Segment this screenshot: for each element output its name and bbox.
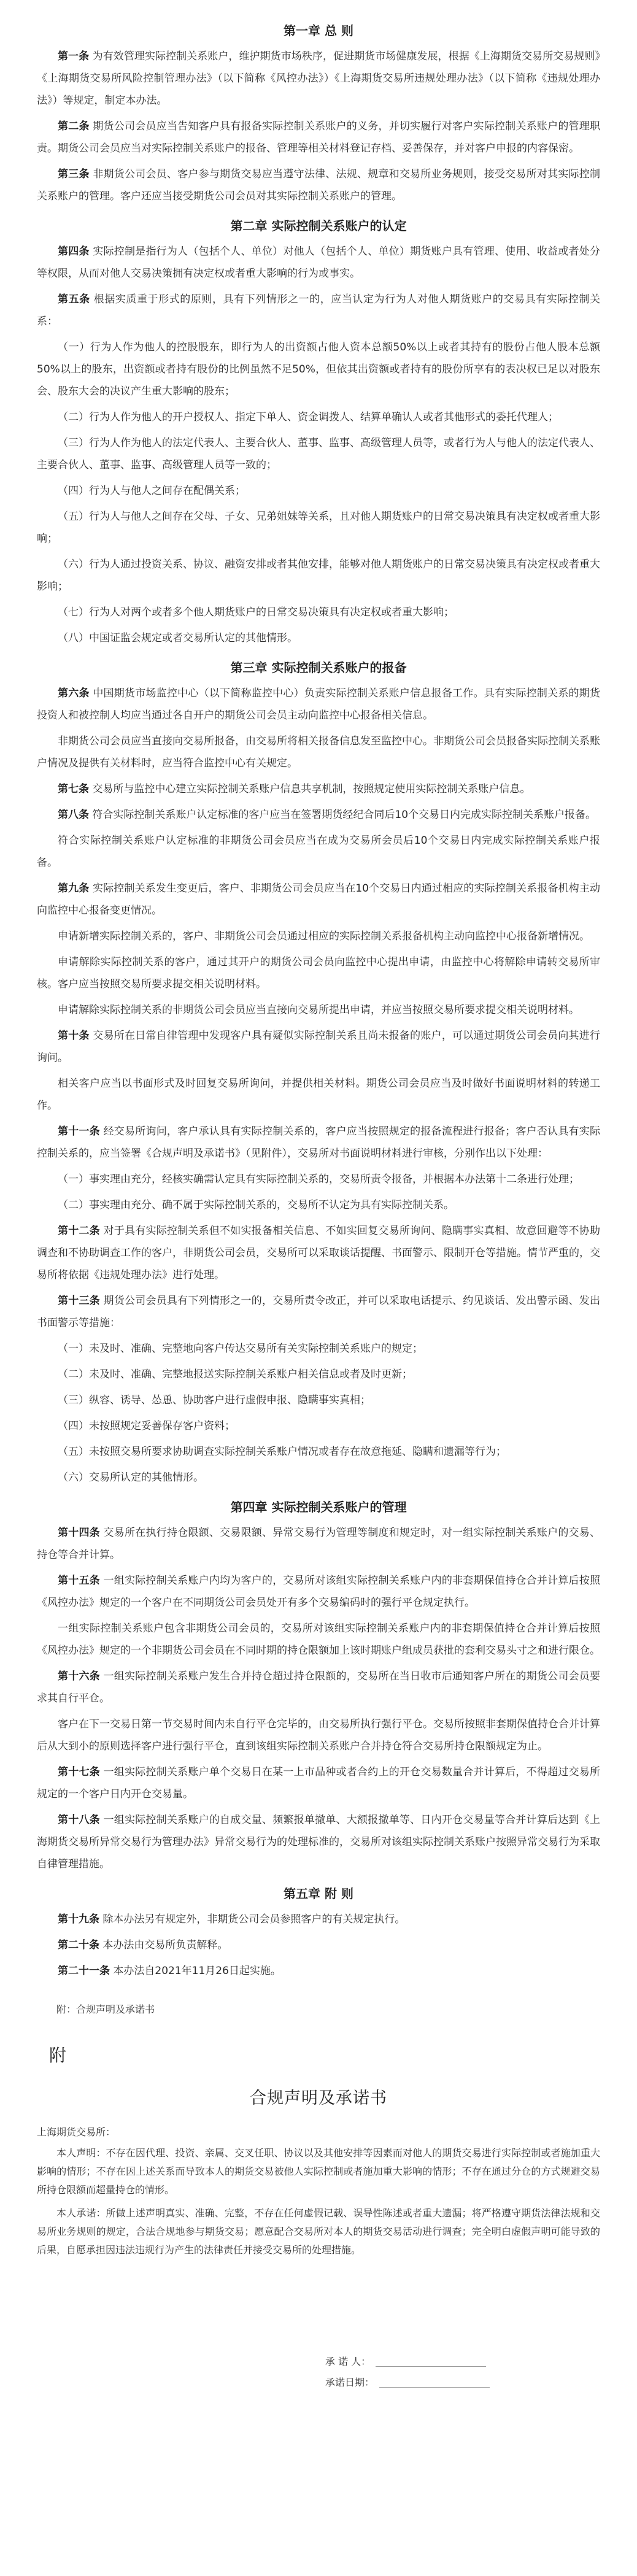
list-item <box>37 480 600 502</box>
article-text: 交易所在日常自律管理中发现客户具有疑似实际控制关系且尚未报备的账户，可以通过期货公司会员向其进行询问。 <box>37 1030 601 1064</box>
article-paragraph <box>37 730 600 774</box>
article-paragraph <box>37 1713 600 1757</box>
item-text: （一）事实理由充分，经核实确需认定具有实际控制关系的，交易所责令报备，并根据本办法第十二条进行处理； <box>58 1173 579 1186</box>
list-item <box>37 1441 600 1463</box>
article-text: 期货公司会员应当告知客户具有报备实际控制关系账户的义务，并切实履行对客户实际控制关系账户的管理职责。期货公司会员应当对实际控制关系账户的报备、管理等相关材料登记存档、妥善保存，并对客户申报的内容保密。 <box>37 120 601 155</box>
article-paragraph <box>37 999 600 1021</box>
article-text: 除本办法另有规定外，非期货公司会员参照客户的有关规定执行。 <box>99 1913 406 1926</box>
signature-block <box>37 2351 600 2393</box>
article-text: 本办法自2021年11月26日起实施。 <box>110 1965 281 1977</box>
article-text: 客户在下一交易日第一节交易时间内未自行平仓完毕的，由交易所执行强行平仓。交易所按照非套期保值持仓合并计算后从大到小的原则选择客户进行强行平仓，直到该组实际控制关系账户合并持仓符合交易所持仓限额规定为止。 <box>37 1718 600 1753</box>
list-item <box>37 1363 600 1386</box>
article-number: 第三条 <box>58 168 90 180</box>
article-paragraph <box>37 1809 600 1875</box>
article-paragraph <box>37 288 600 333</box>
article-text: 一组实际控制关系账户单个交易日在某一上市品种或者合约上的开仓交易数量合并计算后，不得超过交易所规定的一个客户日内开仓交易量。 <box>37 1766 601 1800</box>
declaration-paragraph: 本人承诺：所做上述声明真实、准确、完整，不存在任何虚假记载、误导性陈述或者重大遗漏；将严格遵守期货法律法规和交易所业务规则的规定，合法合规地参与期货交易；愿意配合交易所对本人的期货交易活动进行调查；完全明白虚假声明可能导致的后果，自愿承担因违法违规行为产生的法律责任并接受交易所的处理措施。 <box>37 2207 600 2256</box>
list-item <box>37 406 600 428</box>
item-text: （六）交易所认定的其他情形。 <box>58 1471 204 1484</box>
article-paragraph <box>37 1665 600 1710</box>
article-text: 期货公司会员具有下列情形之一的，交易所责令改正，并可以采取电话提示、约见谈话、发出警示函、发出书面警示等措施： <box>37 1295 601 1329</box>
date-field[interactable] <box>379 2372 490 2388</box>
article-paragraph <box>37 1960 600 1982</box>
article-paragraph <box>37 1908 600 1930</box>
article-number: 第二条 <box>58 120 90 133</box>
article-text: 非期货公司会员应当直接向交易所报备，由交易所将相关报备信息发至监控中心。非期货公司会员报备实际控制关系账户情况及提供有关材料时，应当符合监控中心有关规定。 <box>37 735 600 769</box>
item-text: （四）未按照规定妥善保存客户资料； <box>58 1420 235 1432</box>
chapter-2 <box>37 217 600 649</box>
article-text: 相关客户应当以书面形式及时回复交易所询问，并提供相关材料。期货公司会员应当及时做好书面说明材料的转递工作。 <box>37 1078 600 1112</box>
article-text: 申请解除实际控制关系的客户，通过其开户的期货公司会员向监控中心提出申请，由监控中心将解除申请转交易所审核。客户应当按照交易所要求提交相关说明材料。 <box>37 956 600 990</box>
article-number: 第一条 <box>58 50 90 63</box>
list-item <box>37 1168 600 1190</box>
article-number: 第四条 <box>58 245 90 258</box>
chapter-title: 第四章 实际控制关系账户的管理 <box>230 1500 407 1514</box>
article-number: 第十九条 <box>58 1913 99 1926</box>
article-paragraph <box>37 682 600 727</box>
article-text: 交易所在执行持仓限额、交易限额、异常交易行为管理等制度和规定时，对一组实际控制关系账户的交易、持仓等合并计算。 <box>37 1527 601 1561</box>
item-text: （三）行为人作为他人的法定代表人、主要合伙人、董事、监事、高级管理人员等，或者行为人与他人的法定代表人、主要合伙人、董事、监事、高级管理人员等一致的； <box>37 437 600 471</box>
article-text: 本办法由交易所负责解释。 <box>99 1939 228 1951</box>
article-paragraph <box>37 1761 600 1805</box>
article-number: 第九条 <box>58 882 90 895</box>
article-number: 第十五条 <box>58 1575 100 1587</box>
article-text: 交易所与监控中心建立实际控制关系账户信息共享机制，按照规定使用实际控制关系账户信息。 <box>89 783 531 795</box>
article-number: 第八条 <box>58 809 89 821</box>
article-paragraph <box>37 1025 600 1069</box>
article-paragraph <box>37 804 600 826</box>
article-text: 符合实际控制关系账户认定标准的客户应当在签署期货经纪合同后10个交易日内完成实际控制关系账户报备。 <box>89 809 596 821</box>
item-text: （一）未及时、准确、完整地向客户传达交易所有关实际控制关系账户的规定； <box>58 1343 423 1355</box>
item-text: （二）事实理由充分、确不属于实际控制关系的，交易所不认定为具有实际控制关系。 <box>58 1199 454 1211</box>
article-number: 第十六条 <box>58 1670 100 1683</box>
chapter-1 <box>37 22 600 207</box>
article-text: 一组实际控制关系账户内均为客户的，交易所对该组实际控制关系账户内的非套期保值持仓合并计算后按照《风控办法》规定的一个客户在不同期货公司会员处开有多个交易编码时的强行平仓规定执行。 <box>37 1575 601 1609</box>
article-text: 一组实际控制关系账户包含非期货公司会员的，交易所对该组实际控制关系账户内的非套期保值持仓合并计算后按照《风控办法》规定的一个非期货公司会员在不同时期的持仓限额加上该时期账户组成员获批的套利交易头寸之和进行限仓。 <box>37 1622 600 1657</box>
list-item <box>37 1338 600 1360</box>
signer-field[interactable] <box>376 2351 486 2367</box>
list-item <box>37 432 600 476</box>
article-paragraph <box>37 241 600 285</box>
signer-label: 承 诺 人： <box>325 2356 371 2367</box>
article-number: 第二十一条 <box>58 1965 110 1977</box>
article-text: 申请新增实际控制关系的，客户、非期货公司会员通过相应的实际控制关系报备机构主动向监控中心报备新增情况。 <box>58 930 590 943</box>
article-paragraph <box>37 830 600 874</box>
article-number: 第十二条 <box>58 1225 100 1237</box>
article-text: 符合实际控制关系账户认定标准的非期货公司会员应当在成为交易所会员后10个交易日内完成实际控制关系账户报备。 <box>37 835 600 869</box>
list-item <box>37 506 600 550</box>
article-paragraph <box>37 1522 600 1566</box>
article-text: 非期货公司会员、客户参与期货交易应当遵守法律、法规、规章和交易所业务规则，接受交易所对其实际控制关系账户的管理。客户还应当接受期货公司会员对其实际控制关系账户的管理。 <box>37 168 601 202</box>
article-paragraph <box>37 877 600 922</box>
chapter-title: 第五章 附 则 <box>284 1886 353 1901</box>
article-number: 第十四条 <box>58 1527 100 1539</box>
chapter-title: 第一章 总 则 <box>284 23 353 38</box>
article-text: 一组实际控制关系账户发生合并持仓超过持仓限额的，交易所在当日收市后通知客户所在的期货公司会员要求其自行平仓。 <box>37 1670 601 1705</box>
article-paragraph <box>37 925 600 947</box>
article-text: 对于具有实际控制关系但不如实报备相关信息、不如实回复交易所询问、隐瞒事实真相、故意回避等不协助调查和不协助调查工作的客户，非期货公司会员，交易所可以采取谈话提醒、书面警示、限制开仓等措施。情节严重的，交易所将依据《违规处理办法》进行处理。 <box>37 1225 601 1281</box>
article-number: 第十三条 <box>58 1295 100 1307</box>
article-paragraph <box>37 1073 600 1117</box>
article-text: 实际控制是指行为人（包括个人、单位）对他人（包括个人、单位）期货账户具有管理、使用、收益或者处分等权限，从而对他人交易决策拥有决定权或者重大影响的行为或事实。 <box>37 245 601 280</box>
article-number: 第五条 <box>58 293 90 306</box>
article-text: 经交易所询问，客户承认具有实际控制关系的，客户应当按照规定的报备流程进行报备；客户否认具有实际控制关系的，应当签署《合规声明及承诺书》（见附件），交易所对书面说明材料进行审核，分别作出以下处理： <box>37 1125 601 1160</box>
item-text: （六）行为人通过投资关系、协议、融资安排或者其他安排，能够对他人期货账户的日常交易决策具有决定权或者重大影响； <box>37 558 600 593</box>
list-item <box>37 1415 600 1437</box>
chapter-4 <box>37 1498 600 1875</box>
date-label: 承诺日期： <box>325 2377 375 2388</box>
article-number: 第十七条 <box>58 1766 100 1778</box>
item-text: （二）未及时、准确、完整地报送实际控制关系账户相关信息或者及时更新； <box>58 1368 412 1381</box>
article-number: 第十一条 <box>58 1125 100 1138</box>
article-text: 申请解除实际控制关系的非期货公司会员应当直接向交易所提出申请，并应当按照交易所要求提交相关说明材料。 <box>58 1004 579 1016</box>
article-text: 实际控制关系发生变更后，客户、非期货公司会员应当在10个交易日内通过相应的实际控制关系报备机构主动向监控中心报备变更情况。 <box>37 882 600 917</box>
chapter-title: 第二章 实际控制关系账户的认定 <box>230 218 407 233</box>
article-paragraph <box>37 1618 600 1662</box>
item-text: （三）纵容、诱导、怂恿、协助客户进行虚假申报、隐瞒事实真相； <box>58 1394 371 1406</box>
article-paragraph <box>37 1220 600 1286</box>
signer-row <box>325 2351 600 2372</box>
declaration-title: 合规声明及承诺书 <box>250 2089 387 2108</box>
attachment-heading: 附 <box>49 2045 67 2065</box>
list-item <box>37 1194 600 1216</box>
article-paragraph <box>37 115 600 160</box>
article-paragraph <box>37 1290 600 1334</box>
article-paragraph <box>37 951 600 995</box>
list-item <box>37 553 600 598</box>
list-item <box>37 336 600 403</box>
article-number: 第二十条 <box>58 1939 99 1951</box>
chapter-title: 第三章 实际控制关系账户的报备 <box>230 660 407 675</box>
item-text: （五）行为人与他人之间存在父母、子女、兄弟姐妹等关系，且对他人期货账户的日常交易决策具有决定权或者重大影响； <box>37 511 600 545</box>
date-row <box>325 2372 600 2393</box>
item-text: （七）行为人对两个或者多个他人期货账户的日常交易决策具有决定权或者重大影响； <box>58 606 454 619</box>
declaration <box>37 2086 600 2393</box>
article-text: 中国期货市场监控中心（以下简称监控中心）负责实际控制关系账户信息报备工作。具有实际控制关系的期货投资人和被控制人均应当通过各自开户的期货公司会员主动向监控中心报备相关信息。 <box>37 687 601 722</box>
addressee: 上海期货交易所： <box>37 2126 116 2138</box>
chapter-3 <box>37 659 600 1489</box>
article-paragraph <box>37 163 600 207</box>
list-item <box>37 1389 600 1411</box>
article-text: 根据实质重于形式的原则，具有下列情形之一的，应当认定为行为人对他人期货账户的交易具有实际控制关系： <box>37 293 600 328</box>
article-number: 第十八条 <box>58 1814 100 1826</box>
item-text: （二）行为人作为他人的开户授权人、指定下单人、资金调拨人、结算单确认人或者其他形式的委托代理人； <box>58 411 558 423</box>
article-text: 一组实际控制关系账户的自成交量、频繁报单撤单、大额报撤单等、日内开仓交易量等合并计算后达到《上海期货交易所异常交易行为管理办法》异常交易行为的处理标准的，交易所对该组实际控制关系账户按照异常交易行为采取自律管理措施。 <box>37 1814 601 1870</box>
article-paragraph <box>37 45 600 112</box>
attachment-note: 附：合规声明及承诺书 <box>56 2003 155 2015</box>
chapter-5 <box>37 1885 600 1982</box>
article-number: 第七条 <box>58 783 89 795</box>
article-paragraph <box>37 1934 600 1956</box>
article-text: 为有效管理实际控制关系账户，维护期货市场秩序，促进期货市场健康发展，根据《上海期货交易所交易规则》《上海期货交易所风险控制管理办法》（以下简称《风控办法》）《上海期货交易所违规处理办法》（以下简称《违规处理办法》）等规定，制定本办法。 <box>37 50 601 107</box>
list-item <box>37 627 600 649</box>
article-paragraph <box>37 1120 600 1165</box>
list-item <box>37 1467 600 1489</box>
article-number: 第六条 <box>58 687 90 700</box>
item-text: （五）未按照交易所要求协助调查实际控制关系账户情况或者存在故意拖延、隐瞒和遗漏等行为； <box>58 1446 506 1458</box>
item-text: （四）行为人与他人之间存在配偶关系； <box>58 485 245 497</box>
article-number: 第十条 <box>58 1030 90 1042</box>
item-text: （一）行为人作为他人的控股股东，即行为人的出资额占他人资本总额50%以上或者其持有的股份占他人股本总额50%以上的股东，出资额或者持有股份的比例虽然不足50%，但依其出资额或者持有的股份所享有的表决权已足以对股东会、股东大会的决议产生重大影响的股东； <box>37 341 600 398</box>
list-item <box>37 601 600 623</box>
article-paragraph <box>37 778 600 800</box>
declaration-paragraph: 本人声明：不存在因代理、投资、亲属、交叉任职、协议以及其他安排等因素而对他人的期货交易进行实际控制或者施加重大影响的情形；不存在因上述关系而导致本人的期货交易被他人实际控制或者施加重大影响的情形；不存在通过分仓的方式规避交易所持仓限额而超量持仓的情形。 <box>37 2147 600 2196</box>
item-text: （八）中国证监会规定或者交易所认定的其他情形。 <box>58 632 298 644</box>
article-paragraph <box>37 1570 600 1614</box>
